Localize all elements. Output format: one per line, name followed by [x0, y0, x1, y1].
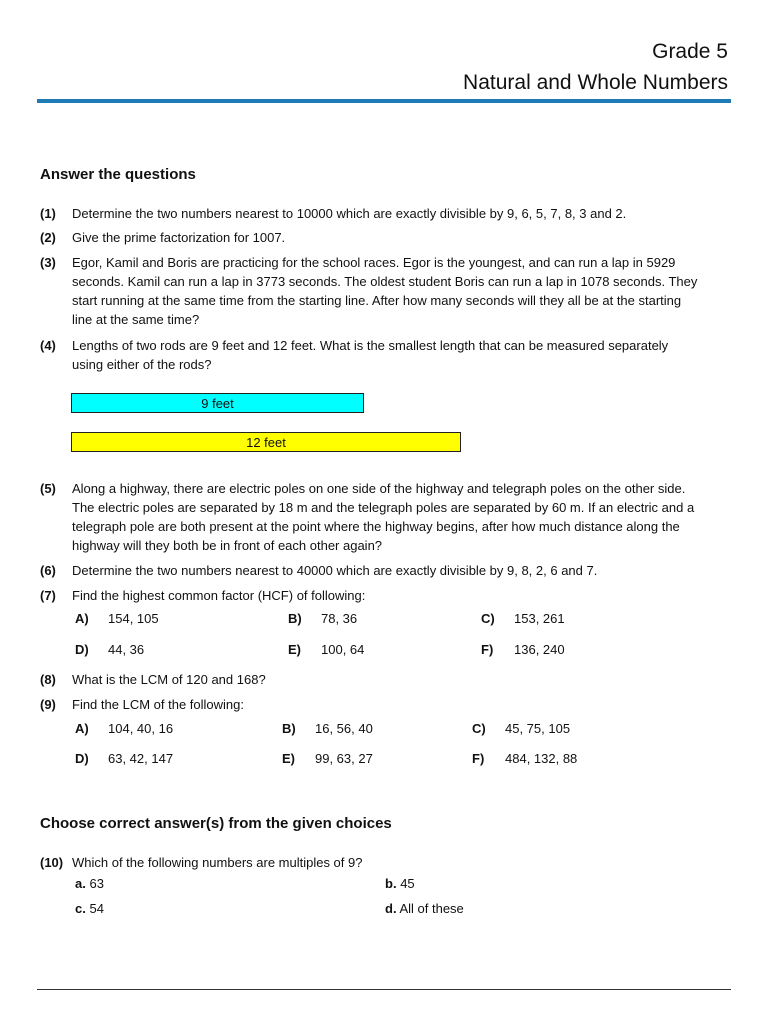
q7-option — [75, 642, 144, 657]
option-value: 45, 75, 105 — [505, 721, 571, 736]
question-text: Find the LCM of the following: — [72, 697, 244, 712]
q7-option — [288, 642, 364, 657]
q7-option — [75, 611, 159, 626]
q7-option — [481, 611, 565, 626]
grade-label: Grade 5 — [652, 40, 728, 63]
question-number: (6) — [40, 563, 56, 578]
choice-c — [75, 901, 104, 916]
option-value: 16, 56, 40 — [315, 721, 373, 736]
choice-label: a. — [75, 876, 86, 891]
question-text: Determine the two numbers nearest to 40000 which are exactly divisible by 9, 8, 2, 6 and 7. — [72, 563, 598, 578]
section-title-answer: Answer the questions — [40, 166, 196, 183]
question-number: (1) — [40, 206, 56, 221]
option-value: 153, 261 — [514, 611, 565, 626]
choice-value: All of these — [399, 901, 464, 916]
topic-title: Natural and Whole Numbers — [463, 71, 728, 94]
option-label: E) — [282, 751, 295, 766]
q9-option — [472, 721, 570, 736]
option-label: D) — [75, 751, 89, 766]
choice-a — [75, 876, 104, 891]
option-label: B) — [282, 721, 296, 736]
question-6 — [40, 561, 700, 580]
question-7 — [40, 586, 700, 605]
option-value: 78, 36 — [321, 611, 358, 626]
question-number: (2) — [40, 230, 56, 245]
option-label: D) — [75, 642, 89, 657]
question-number: (8) — [40, 672, 56, 687]
choice-value: 63 — [89, 876, 104, 891]
question-number: (3) — [40, 255, 56, 270]
option-label: C) — [472, 721, 486, 736]
q7-option — [481, 642, 565, 657]
option-value: 99, 63, 27 — [315, 751, 373, 766]
option-label: F) — [472, 751, 485, 766]
question-text: Determine the two numbers nearest to 10000 which are exactly divisible by 9, 6, 5, 7, 8, 3 and 2. — [72, 206, 627, 221]
choice-label: c. — [75, 901, 86, 916]
option-value: 44, 36 — [108, 642, 145, 657]
option-value: 136, 240 — [514, 642, 565, 657]
question-9 — [40, 695, 700, 714]
question-text: Lengths of two rods are 9 feet and 12 feet. What is the smallest length that can be measured separately using either of the rods? — [72, 338, 669, 372]
question-text: Give the prime factorization for 1007. — [72, 230, 286, 245]
option-label: A) — [75, 611, 89, 626]
question-5 — [40, 479, 700, 555]
question-text: What is the LCM of 120 and 168? — [72, 672, 266, 687]
question-number: (10) — [40, 855, 64, 870]
option-value: 63, 42, 147 — [108, 751, 174, 766]
question-8 — [40, 670, 700, 689]
choice-d — [385, 901, 464, 916]
question-text: Find the highest common factor (HCF) of following: — [72, 588, 366, 603]
q9-option — [472, 751, 577, 766]
choice-label: b. — [385, 876, 397, 891]
q7-option — [288, 611, 357, 626]
option-label: E) — [288, 642, 301, 657]
choice-value: 45 — [400, 876, 415, 891]
question-10 — [40, 853, 700, 872]
question-2 — [40, 228, 700, 247]
header-divider — [37, 99, 731, 103]
q9-option — [282, 751, 373, 766]
question-text: Along a highway, there are electric poles on one side of the highway and telegraph poles on the other side. The electric poles are separated by 18 m and the telegraph poles are separated by 60 m. If an electric and a telegraph pole are both present at the point where the highway begins, after how much distance along the highway will they both be in front of each other again? — [72, 481, 695, 553]
q9-option — [75, 721, 173, 736]
section-title-choose: Choose correct answer(s) from the given choices — [40, 815, 392, 832]
q9-option — [282, 721, 373, 736]
question-1 — [40, 204, 700, 223]
page-header — [463, 38, 728, 97]
rod-12-feet: 12 feet — [71, 432, 461, 452]
question-4 — [40, 336, 700, 374]
option-value: 484, 132, 88 — [505, 751, 578, 766]
question-number: (9) — [40, 697, 56, 712]
choice-value: 54 — [89, 901, 104, 916]
option-label: F) — [481, 642, 494, 657]
option-label: A) — [75, 721, 89, 736]
question-text: Which of the following numbers are multiples of 9? — [72, 855, 363, 870]
choice-b — [385, 876, 415, 891]
option-value: 100, 64 — [321, 642, 365, 657]
option-label: C) — [481, 611, 495, 626]
choice-label: d. — [385, 901, 397, 916]
question-number: (4) — [40, 338, 56, 353]
footer-divider — [37, 989, 731, 990]
option-label: B) — [288, 611, 302, 626]
option-value: 154, 105 — [108, 611, 159, 626]
option-value: 104, 40, 16 — [108, 721, 174, 736]
question-number: (5) — [40, 481, 56, 496]
rod-9-feet: 9 feet — [71, 393, 364, 413]
q9-option — [75, 751, 173, 766]
question-text: Egor, Kamil and Boris are practicing for the school races. Egor is the youngest, and can run a lap in 5929 seconds. Kamil can run a lap in 3773 seconds. The oldest student Boris can run a lap in 1078 seconds. They start running at the same time from the starting line. After how many seconds will they all be at the starting line at the same time? — [72, 255, 698, 327]
question-3 — [40, 253, 700, 329]
question-number: (7) — [40, 588, 56, 603]
